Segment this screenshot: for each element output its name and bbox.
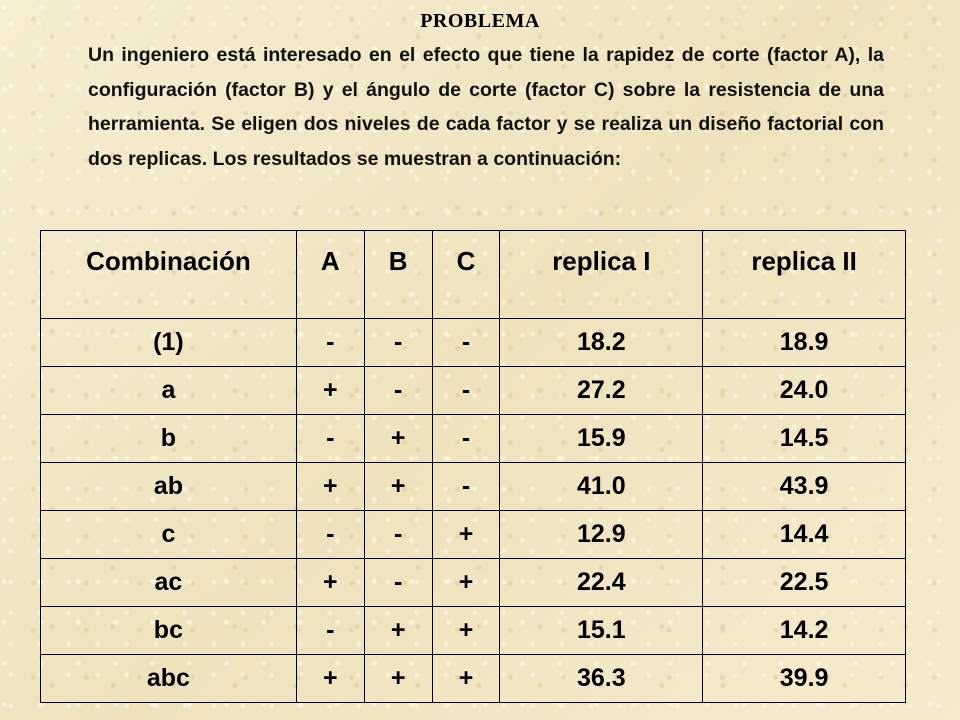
table-header-row xyxy=(41,231,906,319)
cell-replica-ii: 18.9 xyxy=(703,319,906,367)
cell-replica-i: 15.9 xyxy=(500,415,703,463)
cell-factor-a: - xyxy=(296,511,364,559)
cell-factor-c: + xyxy=(432,607,500,655)
table-row xyxy=(41,415,906,463)
table-row xyxy=(41,655,906,703)
cell-replica-ii: 14.2 xyxy=(703,607,906,655)
table-row xyxy=(41,367,906,415)
problem-title: PROBLEMA xyxy=(420,10,540,32)
header-factor-c: C xyxy=(432,231,500,319)
table-row xyxy=(41,511,906,559)
cell-replica-i: 22.4 xyxy=(500,559,703,607)
cell-replica-ii: 14.5 xyxy=(703,415,906,463)
cell-combinacion: ac xyxy=(41,559,297,607)
cell-replica-ii: 43.9 xyxy=(703,463,906,511)
cell-factor-b: + xyxy=(364,607,432,655)
cell-factor-c: - xyxy=(432,463,500,511)
cell-combinacion: (1) xyxy=(41,319,297,367)
cell-factor-b: + xyxy=(364,415,432,463)
cell-replica-i: 36.3 xyxy=(500,655,703,703)
cell-replica-i: 12.9 xyxy=(500,511,703,559)
cell-factor-b: - xyxy=(364,367,432,415)
table-row xyxy=(41,607,906,655)
cell-combinacion: c xyxy=(41,511,297,559)
cell-replica-ii: 24.0 xyxy=(703,367,906,415)
cell-replica-ii: 39.9 xyxy=(703,655,906,703)
cell-factor-a: - xyxy=(296,319,364,367)
cell-factor-b: - xyxy=(364,319,432,367)
cell-combinacion: abc xyxy=(41,655,297,703)
cell-combinacion: bc xyxy=(41,607,297,655)
cell-factor-c: - xyxy=(432,319,500,367)
cell-replica-i: 41.0 xyxy=(500,463,703,511)
cell-replica-ii: 22.5 xyxy=(703,559,906,607)
table-row xyxy=(41,463,906,511)
cell-replica-i: 15.1 xyxy=(500,607,703,655)
header-factor-a: A xyxy=(296,231,364,319)
cell-factor-a: - xyxy=(296,415,364,463)
cell-factor-a: + xyxy=(296,463,364,511)
cell-factor-c: - xyxy=(432,367,500,415)
cell-factor-c: + xyxy=(432,559,500,607)
cell-factor-b: - xyxy=(364,559,432,607)
cell-factor-c: - xyxy=(432,415,500,463)
header-replica-i: replica I xyxy=(500,231,703,319)
table-row xyxy=(41,319,906,367)
cell-factor-a: + xyxy=(296,655,364,703)
cell-replica-i: 27.2 xyxy=(500,367,703,415)
header-replica-ii: replica II xyxy=(703,231,906,319)
cell-factor-b: + xyxy=(364,655,432,703)
cell-factor-b: + xyxy=(364,463,432,511)
cell-factor-a: + xyxy=(296,559,364,607)
cell-factor-c: + xyxy=(432,655,500,703)
problem-description: Un ingeniero está interesado en el efecto que tiene la rapidez de corte (factor A), la configuración (factor B) y el ángulo de corte (factor C) sobre la resistencia de una herramienta. Se eligen dos niveles de cada factor y se realiza un diseño factorial con dos replicas. Los resultados se muestran a continuación: xyxy=(88,44,884,170)
header-combinacion: Combinación xyxy=(41,231,297,319)
cell-replica-i: 18.2 xyxy=(500,319,703,367)
cell-factor-a: + xyxy=(296,367,364,415)
cell-factor-b: - xyxy=(364,511,432,559)
cell-factor-a: - xyxy=(296,607,364,655)
cell-replica-ii: 14.4 xyxy=(703,511,906,559)
cell-combinacion: b xyxy=(41,415,297,463)
cell-factor-c: + xyxy=(432,511,500,559)
results-table xyxy=(40,230,906,703)
cell-combinacion: ab xyxy=(41,463,297,511)
header-factor-b: B xyxy=(364,231,432,319)
table-row xyxy=(41,559,906,607)
cell-combinacion: a xyxy=(41,367,297,415)
